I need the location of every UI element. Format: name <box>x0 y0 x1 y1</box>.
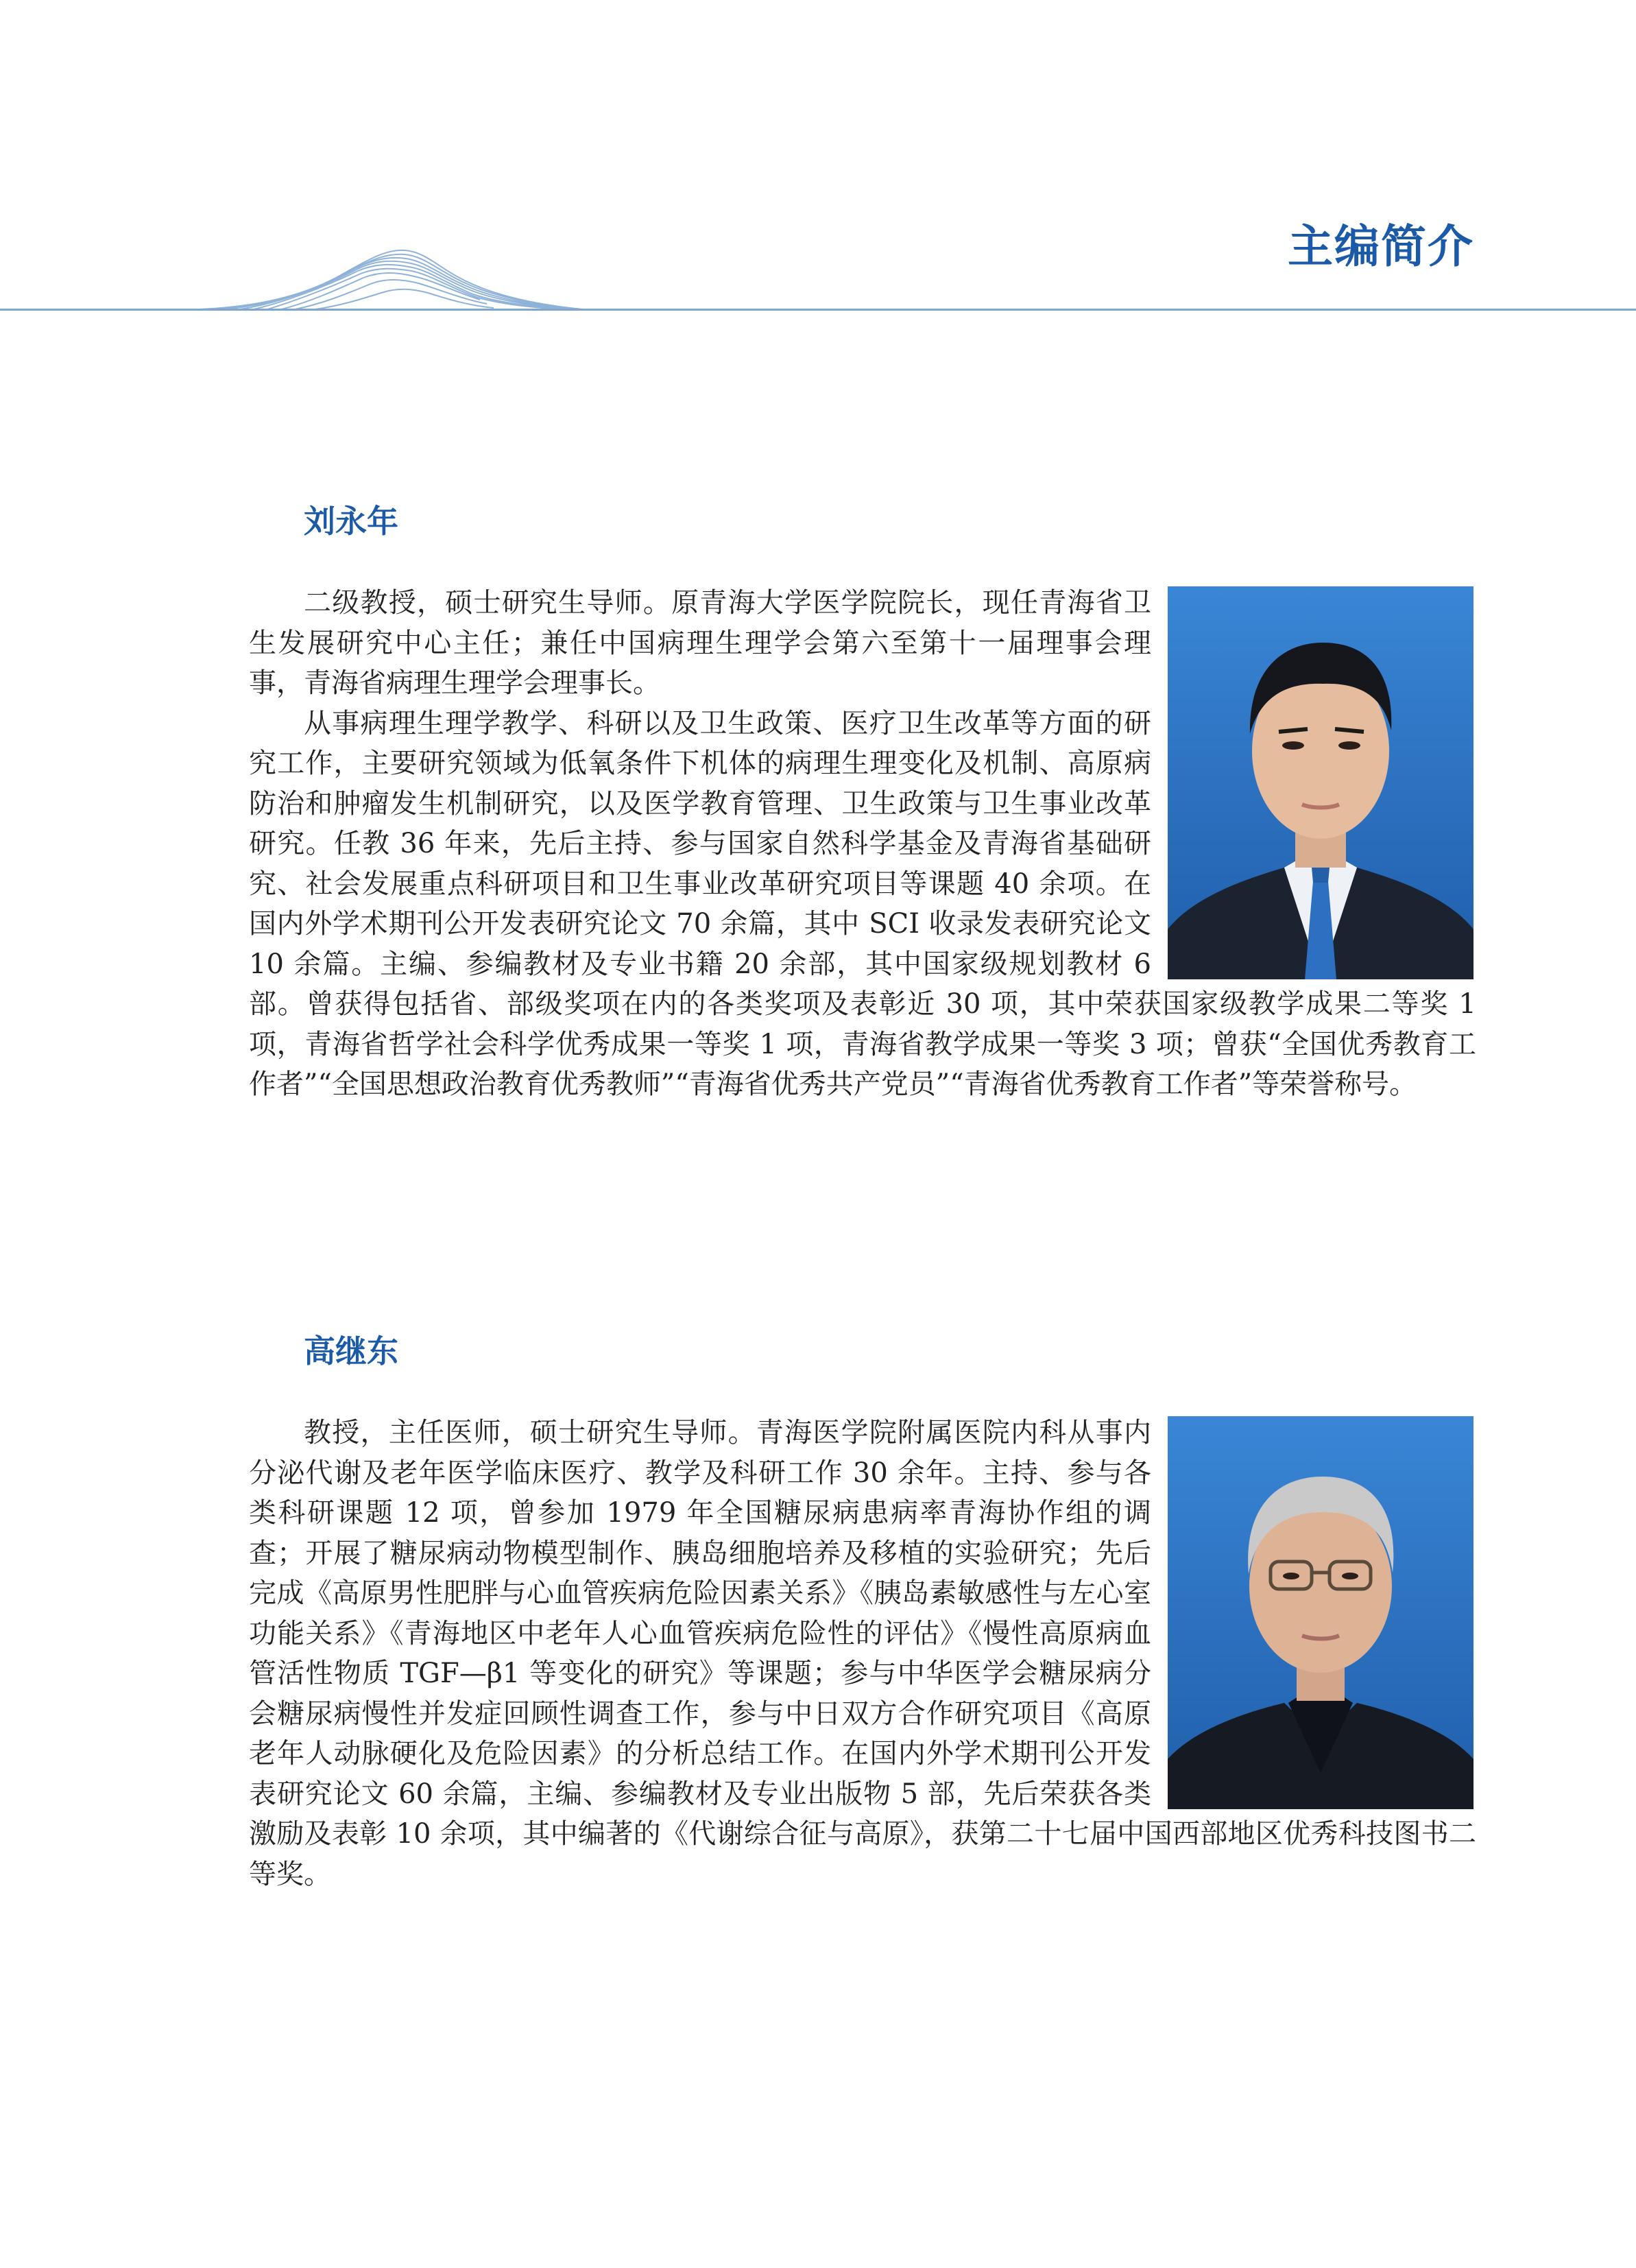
editor-name: 高继东 <box>304 1333 398 1370</box>
section-title: 主编简介 <box>1288 220 1474 273</box>
bio-paragraph: 二级教授，硕士研究生导师。原青海大学医学院院长，现任青海省卫生发展研究中心主任；兼任中国病理生理学会第六至第十一届理事会理事，青海省病理生理学会理事长。 <box>249 587 1151 699</box>
editor-bio-text <box>249 583 1476 1105</box>
bio-paragraph: 教授，主任医师，硕士研究生导师。青海医学院附属医院内科从事内分泌代谢及老年医学临床医疗、教学及科研工作 30 余年。主持、参与各类科研课题 12 项，曾参加 1979 年全国糖尿病患病率青海协作组的调查；开展了糖尿病动物模型制作、胰岛细胞培养及移植的实验研究；先后完成《高原男性肥胖与心血管疾病危险因素关系》《胰岛素敏感性与左心室功能关系》《青海地区中老年人心血管疾病危险性的评估》《慢性高原病血管活性物质 TGF—β1 等变化的研究》等课题；参与中华医学会糖尿病分会糖尿病慢性并发症回顾性调查工作，参与中日双方合作研究项目《高原老年人动脉硬化及危险因素》的分析总结工作。在国内外学术期刊公开发表研究论文 60 余篇，主编、参编教材及专业出版物 5 部，先后荣获各类激励及表彰 10 余项，其中编著的《代谢综合征与高原》，获第二十七届中国西部地区优秀科技图书二等奖。 <box>249 1417 1476 1890</box>
editor-bio-text <box>249 1413 1476 1894</box>
mountain-wave-decoration <box>199 230 583 311</box>
editor-name: 刘永年 <box>304 503 398 540</box>
header-divider <box>0 309 1636 311</box>
bio-paragraph: 从事病理生理学教学、科研以及卫生政策、医疗卫生改革等方面的研究工作，主要研究领域为低氧条件下机体的病理生理变化及机制、高原病防治和肿瘤发生机制研究，以及医学教育管理、卫生政策与卫生事业改革研究。任教 36 年来，先后主持、参与国家自然科学基金及青海省基础研究、社会发展重点科研项目和卫生事业改革研究项目等课题 40 余项。在国内外学术期刊公开发表研究论文 70 余篇，其中 SCI 收录发表研究论文 10 余篇。主编、参编教材及专业书籍 20 余部，其中国家级规划教材 6 部。曾获得包括省、部级奖项在内的各类奖项及表彰近 30 项，其中荣获国家级教学成果二等奖 1 项，青海省哲学社会科学优秀成果一等奖 1 项，青海省教学成果一等奖 3 项；曾获“全国优秀教育工作者”“全国思想政治教育优秀教师”“青海省优秀共产党员”“青海省优秀教育工作者”等荣誉称号。 <box>249 707 1476 1100</box>
